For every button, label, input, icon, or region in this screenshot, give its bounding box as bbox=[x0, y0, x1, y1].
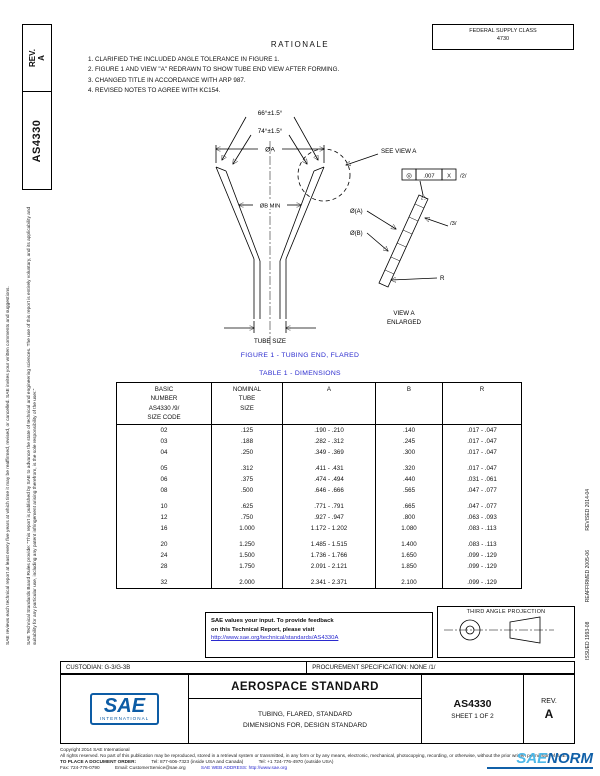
feedback-link[interactable]: http://www.sae.org/technical/standards/AS4330A bbox=[211, 635, 339, 642]
table-cell-code: 03 bbox=[117, 436, 212, 447]
table-cell-code: 32 bbox=[117, 577, 212, 589]
figure-1-drawing bbox=[120, 100, 480, 350]
doc-number-value: AS4330 bbox=[453, 698, 492, 710]
table-row bbox=[117, 485, 522, 496]
table-cell-code: 08 bbox=[117, 485, 212, 496]
table-cell-a: 1.485 - 1.515 bbox=[283, 539, 376, 550]
legal-notice-2: SAE reviews each technical report at least every five years at which time it may be reaffirmed, revised, or cancelled. SAE invites your written comments and suggestions. bbox=[6, 286, 11, 645]
dia-b-min-label: ØB MIN bbox=[259, 203, 281, 210]
sheet-number: SHEET 1 OF 2 bbox=[451, 713, 494, 720]
table-cell-a: .282 - .312 bbox=[283, 436, 376, 447]
table-cell-b: .140 bbox=[376, 425, 443, 437]
revised-date: REVISED 2014-04 bbox=[585, 488, 591, 531]
table-cell-nominal: 2.000 bbox=[212, 577, 283, 589]
angle-outer-label: 66°±1.5° bbox=[257, 110, 283, 117]
dia-a-ref-label: Ø(A) bbox=[350, 209, 363, 215]
table-row bbox=[117, 447, 522, 458]
table-cell-nominal: 1.250 bbox=[212, 539, 283, 550]
table-cell-r: .047 - .077 bbox=[443, 501, 522, 512]
doc-number-cell bbox=[422, 675, 524, 743]
table-row bbox=[117, 425, 522, 437]
radius-label: R bbox=[440, 275, 445, 282]
rev-cell-label: REV. bbox=[541, 697, 557, 705]
dia-a-label: ØA bbox=[265, 146, 275, 154]
table-cell-r: .047 - .077 bbox=[443, 485, 522, 496]
custodian-label: CUSTODIAN: G-3/G-3B bbox=[61, 662, 307, 673]
sae-web-address[interactable]: SAE WEB ADDRESS: http://www.sae.org bbox=[200, 765, 288, 771]
table-cell-code: 05 bbox=[117, 463, 212, 474]
table-cell-a: 2.341 - 2.371 bbox=[283, 577, 376, 589]
rationale-item: 3. CHANGED TITLE IN ACCORDANCE WITH ARP 987. bbox=[88, 76, 246, 84]
custodian-band bbox=[60, 661, 575, 674]
table-cell-b: .440 bbox=[376, 474, 443, 485]
document-title-line-1: TUBING, FLARED, STANDARD bbox=[257, 711, 353, 719]
table-cell-r: .017 - .047 bbox=[443, 425, 522, 437]
feature-control-frame bbox=[402, 169, 467, 195]
tube-size-label: TUBE SIZE bbox=[254, 338, 286, 345]
table-cell-a: .927 - .947 bbox=[283, 512, 376, 523]
rationale-item: 1. CLARIFIED THE INCLUDED ANGLE TOLERANCE IN FIGURE 1. bbox=[88, 56, 280, 63]
table-cell-nominal: .750 bbox=[212, 512, 283, 523]
saenorm-underline bbox=[487, 767, 593, 769]
table-cell-r: .099 - .129 bbox=[443, 550, 522, 561]
table-cell-nominal: .500 bbox=[212, 485, 283, 496]
table-cell-b: 1.400 bbox=[376, 539, 443, 550]
dia-b-ref-label: Ø(B) bbox=[350, 231, 363, 237]
table-cell-r: .083 - .113 bbox=[443, 523, 522, 534]
fcf-symbol: ◎ bbox=[406, 172, 412, 180]
table-cell-code: 24 bbox=[117, 550, 212, 561]
tel-inside: Tel: 877-606-7323 (inside USA and Canada) bbox=[151, 759, 244, 765]
see-view-a-label: SEE VIEW A bbox=[381, 148, 417, 155]
feedback-box bbox=[205, 612, 433, 658]
table-cell-b: .665 bbox=[376, 501, 443, 512]
table-cell-r: .083 - .113 bbox=[443, 539, 522, 550]
table-cell-nominal: .250 bbox=[212, 447, 283, 458]
table-cell-code: 10 bbox=[117, 501, 212, 512]
title-center-cell bbox=[189, 675, 422, 743]
projection-symbol-icon bbox=[438, 615, 568, 649]
table-cell-code: 28 bbox=[117, 561, 212, 572]
table-row bbox=[117, 501, 522, 512]
issued-date: ISSUED 1993-08 bbox=[585, 621, 591, 660]
reaffirmed-date: REAFFIRMED 2005-06 bbox=[585, 550, 591, 603]
header-nominal-tube-size: NOMINAL TUBE SIZE bbox=[212, 383, 283, 425]
view-a-caption-1: VIEW A bbox=[393, 310, 415, 317]
header-dim-b: B bbox=[376, 383, 443, 425]
table-cell-r: .017 - .047 bbox=[443, 436, 522, 447]
table-row bbox=[117, 577, 522, 589]
header-dim-r: R bbox=[443, 383, 522, 425]
rev-rotated-label bbox=[24, 26, 50, 90]
table-cell-code: 16 bbox=[117, 523, 212, 534]
dimensions-table-wrap bbox=[116, 382, 522, 589]
rights-line: All rights reserved. No part of this publication may be reproduced, stored in a retrieval system or transmitted, in any form or by any means, electronic, mechanical, photocopying, recording, or otherwise, without the prior written permission of SAE. bbox=[60, 753, 568, 759]
table-row bbox=[117, 561, 522, 572]
fcf-tolerance: .007 bbox=[423, 173, 435, 180]
table-cell-r: .017 - .047 bbox=[443, 463, 522, 474]
document-title bbox=[189, 699, 421, 743]
saenorm-watermark bbox=[487, 751, 593, 769]
table-cell-code: 02 bbox=[117, 425, 212, 437]
view-a-caption-2: ENLARGED bbox=[386, 319, 422, 326]
table-cell-r: .099 - .129 bbox=[443, 577, 522, 589]
table-cell-a: 1.172 - 1.202 bbox=[283, 523, 376, 534]
tel-outside: Tel: +1 724-776-4970 (outside USA) bbox=[258, 759, 334, 765]
rationale-title: RATIONALE bbox=[270, 40, 330, 49]
table-cell-r: .063 - .093 bbox=[443, 512, 522, 523]
projection-label: THIRD ANGLE PROJECTION bbox=[466, 609, 546, 615]
table-cell-nominal: .375 bbox=[212, 474, 283, 485]
saenorm-part1: SAE bbox=[516, 750, 548, 767]
table-cell-code: 04 bbox=[117, 447, 212, 458]
table-cell-nominal: 1.500 bbox=[212, 550, 283, 561]
table-cell-nominal: .312 bbox=[212, 463, 283, 474]
doc-number-rotated: AS4330 bbox=[31, 119, 43, 163]
fcf-datum: X bbox=[447, 173, 451, 180]
procurement-spec-label: PROCUREMENT SPECIFICATION: NONE /1/ bbox=[312, 664, 436, 671]
table-cell-b: 1.850 bbox=[376, 561, 443, 572]
table-cell-b: .565 bbox=[376, 485, 443, 496]
document-kind: AEROSPACE STANDARD bbox=[189, 675, 421, 699]
fax-number: Fax: 724-776-0790 bbox=[60, 765, 100, 771]
header-size-code: BASIC NUMBER AS4330 /9/ SIZE CODE bbox=[117, 383, 212, 425]
table-cell-nominal: .125 bbox=[212, 425, 283, 437]
rev-value: A bbox=[37, 55, 46, 61]
table-1-caption: TABLE 1 - DIMENSIONS bbox=[259, 370, 341, 377]
table-cell-a: .349 - .369 bbox=[283, 447, 376, 458]
feedback-line-1: SAE values your input. To provide feedback bbox=[211, 618, 334, 624]
header-dim-a: A bbox=[283, 383, 376, 425]
email-address: Email: CustomerService@sae.org bbox=[114, 765, 186, 771]
table-cell-r: .099 - .129 bbox=[443, 561, 522, 572]
fsc-value: 4730 bbox=[496, 36, 510, 43]
table-cell-nominal: 1.750 bbox=[212, 561, 283, 572]
dimensions-table-body bbox=[117, 425, 522, 589]
table-row bbox=[117, 539, 522, 550]
rev-cell bbox=[524, 675, 574, 743]
order-label: TO PLACE A DOCUMENT ORDER: bbox=[60, 759, 137, 765]
table-cell-code: 12 bbox=[117, 512, 212, 523]
table-cell-code: 20 bbox=[117, 539, 212, 550]
legal-notice-1: SAE Technical Standards Board Rules provide: "This report is published by SAE to advance the state of technical and engineering sciences. The use of this report is entirely voluntary, and its applicability and suitability for any particular use, including any patent infringement arising therefrom, is the sole responsibility of the user." bbox=[27, 206, 39, 645]
table-cell-a: .411 - .431 bbox=[283, 463, 376, 474]
angle-inner-label: 74°±1.5° bbox=[257, 128, 283, 135]
fsc-label: FEDERAL SUPPLY CLASS bbox=[469, 28, 537, 34]
dimensions-table bbox=[116, 382, 522, 589]
table-row bbox=[117, 523, 522, 534]
table-cell-b: .320 bbox=[376, 463, 443, 474]
rationale-item: 4. REVISED NOTES TO AGREE WITH KC154. bbox=[88, 87, 221, 95]
projection-box bbox=[437, 606, 575, 658]
table-row bbox=[117, 436, 522, 447]
table-cell-r: .017 - .047 bbox=[443, 447, 522, 458]
sae-logo-icon bbox=[90, 693, 159, 725]
table-cell-b: .245 bbox=[376, 436, 443, 447]
table-row bbox=[117, 550, 522, 561]
table-cell-a: .771 - .791 bbox=[283, 501, 376, 512]
table-row bbox=[117, 463, 522, 474]
table-cell-a: .474 - .494 bbox=[283, 474, 376, 485]
rationale-item: 2. FIGURE 1 AND VIEW "A" REDRAWN TO SHOW TUBE END VIEW AFTER FORMING. bbox=[88, 66, 340, 74]
document-title-line-2: DIMENSIONS FOR, DESIGN STANDARD bbox=[242, 722, 368, 729]
rev-cell-value: A bbox=[544, 706, 554, 721]
rationale-list bbox=[88, 55, 538, 97]
table-cell-b: .300 bbox=[376, 447, 443, 458]
dia-b-min-dimension bbox=[239, 200, 301, 210]
rev-label: REV. bbox=[27, 49, 37, 67]
table-cell-a: .190 - .210 bbox=[283, 425, 376, 437]
table-cell-b: 1.650 bbox=[376, 550, 443, 561]
table-cell-nominal: 1.000 bbox=[212, 523, 283, 534]
view-a-enlarged bbox=[350, 169, 467, 326]
table-cell-r: .031 - .061 bbox=[443, 474, 522, 485]
feedback-line-2: on this Technical Report, please visit bbox=[211, 626, 315, 633]
flag-2-label: /2/ bbox=[460, 173, 467, 180]
sae-logo-cell bbox=[61, 675, 189, 743]
sae-logo-subtext: INTERNATIONAL bbox=[99, 716, 150, 721]
table-cell-b: 2.100 bbox=[376, 577, 443, 589]
table-row bbox=[117, 512, 522, 523]
flag-3-label: /3/ bbox=[450, 221, 457, 227]
table-cell-code: 06 bbox=[117, 474, 212, 485]
saenorm-part2: NORM bbox=[547, 750, 593, 767]
copyright-line: Copyright 2014 SAE International bbox=[60, 747, 130, 752]
sae-logo-text: SAE bbox=[103, 695, 146, 717]
table-cell-a: .646 - .666 bbox=[283, 485, 376, 496]
figure-1-caption: FIGURE 1 - TUBING END, FLARED bbox=[240, 352, 360, 359]
table-cell-nominal: .625 bbox=[212, 501, 283, 512]
revision-history-line bbox=[585, 350, 597, 660]
table-row bbox=[117, 474, 522, 485]
table-cell-b: .800 bbox=[376, 512, 443, 523]
table-cell-a: 1.736 - 1.766 bbox=[283, 550, 376, 561]
title-block bbox=[60, 674, 575, 744]
table-cell-a: 2.091 - 2.121 bbox=[283, 561, 376, 572]
table-cell-b: 1.080 bbox=[376, 523, 443, 534]
table-cell-nominal: .188 bbox=[212, 436, 283, 447]
